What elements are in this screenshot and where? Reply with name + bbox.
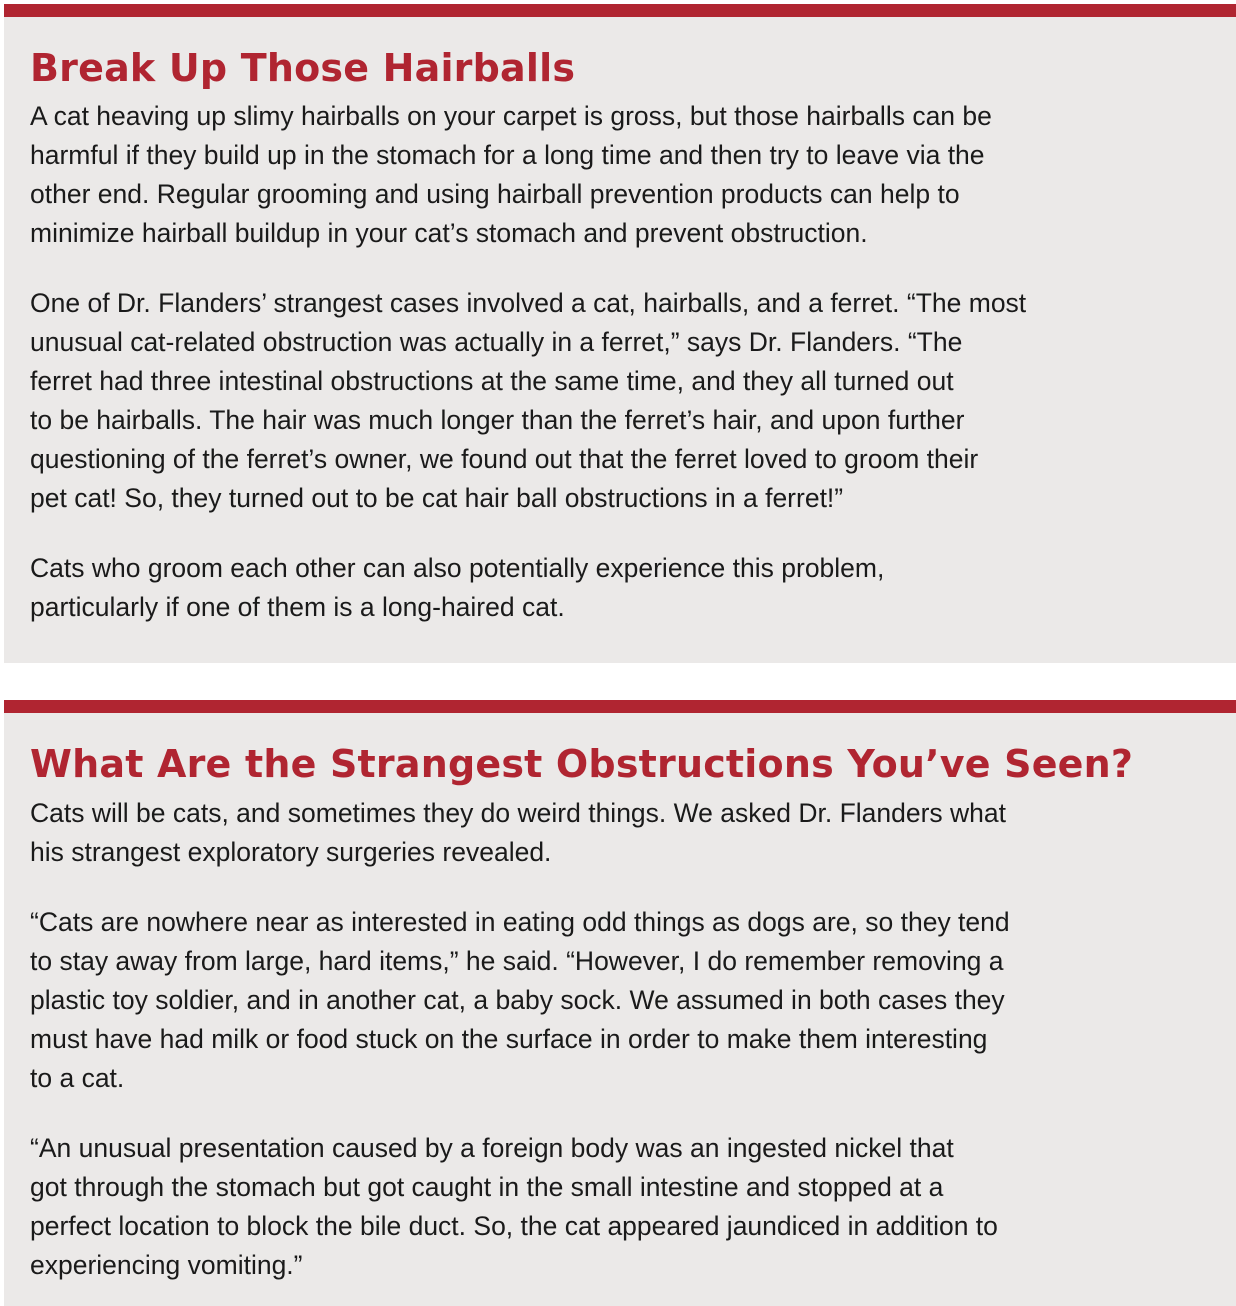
section-heading-strangest-obstructions: What Are the Strangest Obstructions You’ve Seen? (30, 742, 1134, 786)
section-paragraph: One of Dr. Flanders’ strangest cases involved a cat, hairballs, and a ferret. “The most unusual cat-related obstruction was actually in a ferret,” says Dr. Flanders. “The ferret had three intestinal obstructions at the same time, and they all turned out to be hairballs. The hair was much longer than the ferret’s hair, and upon further questioning of the ferret’s owner, we found out that the ferret loved to groom their pet cat! So, they turned out to be cat hair ball obstructions in a ferret!” (30, 288, 1027, 513)
section-paragraph: A cat heaving up slimy hairballs on your carpet is gross, but those hairballs can be harmful if they build up in the stomach for a long time and then try to leave via the other end. Regular grooming and using hairball prevention products can help to minimize hairball buildup in your cat’s stomach and prevent obstruction. (30, 101, 992, 248)
section-paragraph: Cats will be cats, and sometimes they do weird things. We asked Dr. Flanders what his strangest exploratory surgeries revealed. (30, 798, 1007, 867)
section-paragraph: “Cats are nowhere near as interested in eating odd things as dogs are, so they tend to stay away from large, hard items,” he said. “However, I do remember removing a plastic toy soldier, and in another cat, a baby sock. We assumed in both cases they must have had milk or food stuck on the surface in order to make them interesting to a cat. (30, 907, 1010, 1093)
section-paragraph: “An unusual presentation caused by a foreign body was an ingested nickel that got through the stomach but got caught in the small intestine and stopped at a perfect location to block the bile duct. So, the cat appeared jaundiced in addition to experiencing vomiting.” (30, 1133, 998, 1280)
strangest-obstructions-section (4, 700, 1236, 1306)
section-heading-hairballs: Break Up Those Hairballs (30, 46, 576, 90)
hairballs-section (4, 4, 1236, 663)
section-paragraph: Cats who groom each other can also potentially experience this problem, particularly if one of them is a long-haired cat. (30, 553, 885, 622)
